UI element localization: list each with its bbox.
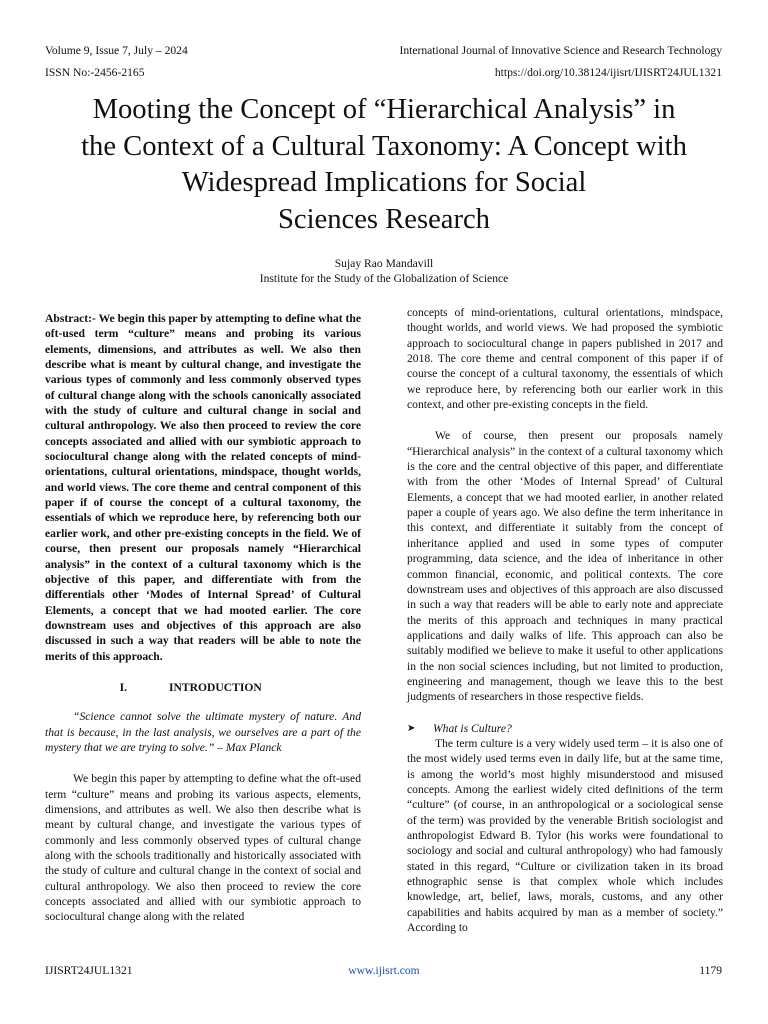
author-affiliation: Institute for the Study of the Globalization of Science bbox=[259, 272, 509, 285]
volume-issue: Volume 9, Issue 7, July – 2024 bbox=[45, 44, 188, 57]
section-title: INTRODUCTION bbox=[169, 680, 262, 694]
footer-website-link[interactable]: www.ijisrt.com bbox=[348, 964, 420, 977]
left-column bbox=[45, 311, 361, 925]
paper-title bbox=[40, 92, 728, 238]
title-line: Widespread Implications for Social bbox=[181, 167, 587, 198]
epigraph-quote: “Science cannot solve the ultimate mystery of nature. And that is because, in the last analysis, we ourselves are a part of the mystery that we are trying to solve.” – Max Planck bbox=[45, 710, 361, 754]
section-heading bbox=[45, 680, 361, 695]
title-line: the Context of a Cultural Taxonomy: A Concept with bbox=[81, 130, 687, 162]
issn-number: ISSN No:-2456-2165 bbox=[45, 66, 145, 79]
abstract: Abstract:- We begin this paper by attempting to define what the oft-used term “culture” means and probing its various elements, dimensions, and attributes as well. We also then describe what is meant by cultural change, and investigate the various types of commonly and less commonly observed types of cultural change along with the schools canonically associated with the study of culture and cultural change in social and cultural anthropology. We also then proceed to review the core concepts associated and allied with our symbiotic approach to sociocultural change along with the related concepts of mind-orientations, cultural orientations, mindspace, thought worlds, and world views. The core theme and central component of this paper if of course the concept of a cultural taxonomy, the essentials of which we reproduce here, by referencing both our earlier work, and other pre-existing concepts in the field. We of course, then present our proposals namely “Hierarchical analysis” in the context of a cultural taxonomy which is the objective of this paper, and differentiate with from the differentials other ‘Modes of Internal Spread’ of Cultural Elements, a concept that we had mooted earlier. The core downstream uses and objectives of this approach are also discussed in such a way that readers will be able to note the merits of this approach. bbox=[45, 312, 361, 663]
proposal-paragraph: We of course, then present our proposals namely “Hierarchical analysis” in the context of a cultural taxonomy which is the core and the central objective of this paper, and differentiate with from the other ‘Modes of Internal Spread’ of Cultural Elements, a concept that we had mooted earlier, in another related paper a couple of years ago. We also define the term inheritance in this context, and differentiate it suitably from the concept of inheritance applied and used in some types of computer programming, data science, and the idea of inheritance in other common financial, economic, and political contexts. The core downstream uses and objectives of this approach are also discussed in such a way that readers will be able to early note and appreciate the merits of this approach and techniques in many practical applications and daily walks of life. This approach can also be suitably modified we believe to make it useful to other applications in the non social sciences including, but not limited to production, engineering and management, though we leave this to the best judgments of researchers in those respective fields. bbox=[407, 429, 723, 704]
intro-paragraph: We begin this paper by attempting to define what the oft-used term “culture” means and probing its various aspects, elements, dimensions, and attributes as well. We also then describe what is meant by cultural change, and investigate the various types of commonly and less commonly observed types of cultural change along with the schools traditionally and historically associated with the study of culture and cultural change in the context of social and cultural anthropology. We also then proceed to review the core concepts associated and allied with our symbiotic approach to sociocultural change along with the related bbox=[45, 772, 361, 924]
section-number: I. bbox=[119, 680, 127, 694]
page-number: 1179 bbox=[699, 964, 722, 977]
title-line: Mooting the Concept of “Hierarchical Analysis” in bbox=[92, 94, 676, 125]
doi-link[interactable]: https://doi.org/10.38124/ijisrt/IJISRT24JUL1321 bbox=[494, 66, 722, 79]
title-line: Sciences Research bbox=[278, 203, 490, 235]
footer-paper-id: IJISRT24JUL1321 bbox=[45, 964, 133, 977]
journal-name: International Journal of Innovative Science and Research Technology bbox=[399, 44, 722, 57]
subsection-title: What is Culture? bbox=[433, 721, 512, 735]
subsection-heading bbox=[407, 721, 723, 736]
arrow-bullet-icon: ➤ bbox=[407, 722, 416, 734]
author-name: Sujay Rao Mandavill bbox=[334, 257, 434, 270]
culture-paragraph: The term culture is a very widely used term – it is also one of the most widely used terms even in daily life, but at the same time, is among the world’s most highly misunderstood and misused concepts. Among the earliest widely cited definitions of the term “culture” (of course, in an anthropological or a sociological sense of the term) was provided by the venerable British sociologist and anthropologist Edward B. Tylor (his works were foundational to sociology and social and cultural anthropology) who had famously stated in this regard, “Culture or civilization taken in its broad ethnographic sense is that complex whole which includes knowledge, art, belief, laws, morals, customs, and any other capabilities and habits acquired by man as a member of society.” According to bbox=[407, 736, 723, 935]
right-column bbox=[407, 305, 723, 935]
continued-paragraph: concepts of mind-orientations, cultural orientations, mindspace, thought worlds, and world views. We had proposed the symbiotic approach to sociocultural change in papers published in 2017 and 2018. The core theme and central component of this paper if of course the concept of a cultural taxonomy, the essentials of which we reproduce here, by referencing both our earlier work in this context, and other pre-existing concepts in the field. bbox=[407, 306, 723, 412]
